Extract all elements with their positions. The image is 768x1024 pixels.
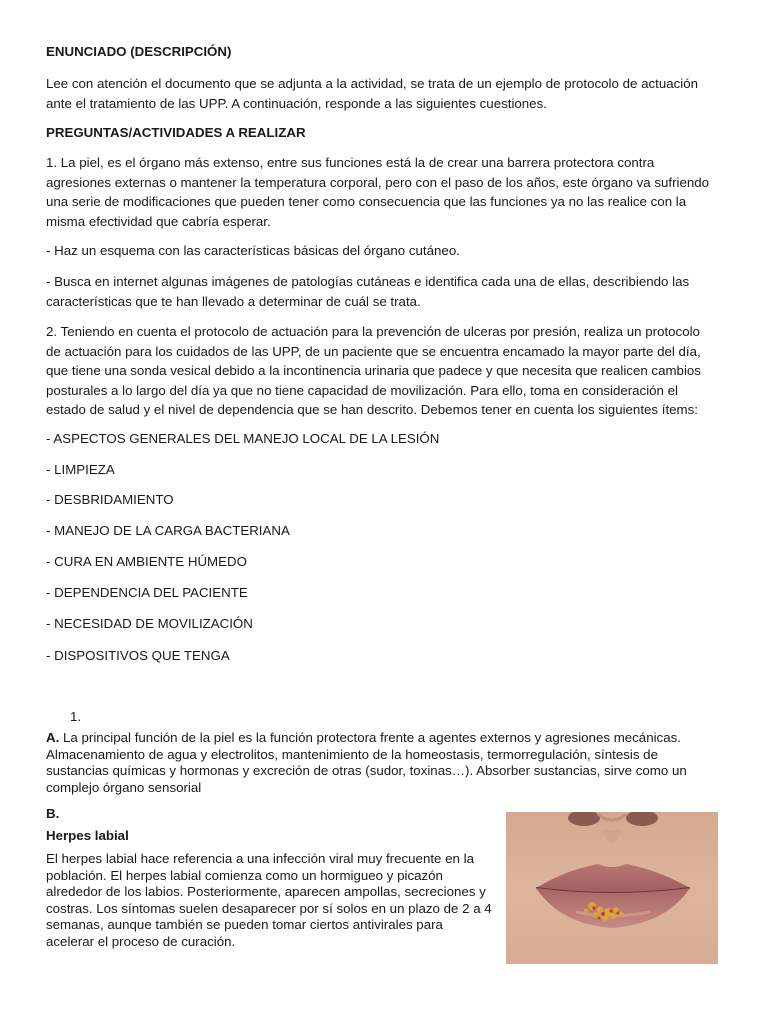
herpes-title: Herpes labial: [46, 828, 129, 843]
list-item: - DESBRIDAMIENTO: [46, 492, 174, 507]
question-1-paragraph: 1. La piel, es el órgano más extenso, entre sus funciones está la de crear una barrera protectora contra agresiones externas o mantener la temperatura corporal, pero con el paso de los años, este órgano va sufriendo una serie de modificaciones que pueden tener como consecuencia que las funciones ya no las realice con la misma efectividad que cabría esperar.: [46, 155, 710, 229]
list-item: - CURA EN AMBIENTE HÚMEDO: [46, 554, 247, 569]
heading-preguntas: PREGUNTAS/ACTIVIDADES A REALIZAR: [46, 125, 306, 140]
answer-a-label: A.: [46, 730, 60, 745]
intro-paragraph: Lee con atención el documento que se adjunta a la actividad, se trata de un ejemplo de protocolo de actuación ante el tratamiento de las UPP. A continuación, responde a las siguientes cuestiones.: [46, 76, 698, 111]
question-1a: - Haz un esquema con las características básicas del órgano cutáneo.: [46, 243, 460, 258]
heading-enunciado: ENUNCIADO (DESCRIPCIÓN): [46, 44, 232, 59]
list-item: - DEPENDENCIA DEL PACIENTE: [46, 585, 248, 600]
herpes-lip-photo: [506, 812, 718, 964]
list-item: - ASPECTOS GENERALES DEL MANEJO LOCAL DE LA LESIÓN: [46, 431, 440, 446]
lip-illustration: [506, 812, 718, 964]
answer-a-text: La principal función de la piel es la función protectora frente a agentes externos y agresiones mecánicas. Almacenamiento de agua y electrolitos, mantenimiento de la homeostasis, termorregulación, síntesis de sustancias químicas y hormonas y excreción de otras (sudor, toxinas…). Absorber sustancias, sirve como un complejo órgano sensorial: [46, 730, 687, 795]
list-item: - LIMPIEZA: [46, 462, 115, 477]
list-item: - DISPOSITIVOS QUE TENGA: [46, 648, 230, 663]
answer-b-label: B.: [46, 806, 60, 821]
question-1b: - Busca en internet algunas imágenes de patologías cutáneas e identifica cada una de ellas, describiendo las características que te han llevado a determinar de cuál se trata.: [46, 274, 690, 309]
answer-number: 1.: [70, 709, 82, 724]
question-2-paragraph: 2. Teniendo en cuenta el protocolo de actuación para la prevención de ulceras por presión, realiza un protocolo de actuación para los cuidados de las UPP, de un paciente que se encuentra encamado la mayor parte del día, que tiene una sonda vesical debido a la incontinencia urinaria que padece y que necesita que realicen cambios posturales a lo largo del día ya que no tiene capacidad de movilización. Para ello, toma en consideración el estado de salud y el nivel de dependencia que se han descrito. Debemos tener en cuenta los siguientes ítems:: [46, 324, 701, 417]
answer-a-paragraph: [46, 730, 718, 796]
herpes-description: El herpes labial hace referencia a una infección viral muy frecuente en la población. El herpes labial comienza como un hormigueo y picazón alrededor de los labios. Posteriormente, aparecen ampollas, secreciones y costras. Los síntomas suelen desaparecer por sí solos en un plazo de 2 a 4 semanas, aunque también se pueden tomar ciertos antivirales para acelerar el proceso de curación.: [46, 851, 492, 949]
list-item: - NECESIDAD DE MOVILIZACIÓN: [46, 616, 253, 631]
list-item: - MANEJO DE LA CARGA BACTERIANA: [46, 523, 290, 538]
